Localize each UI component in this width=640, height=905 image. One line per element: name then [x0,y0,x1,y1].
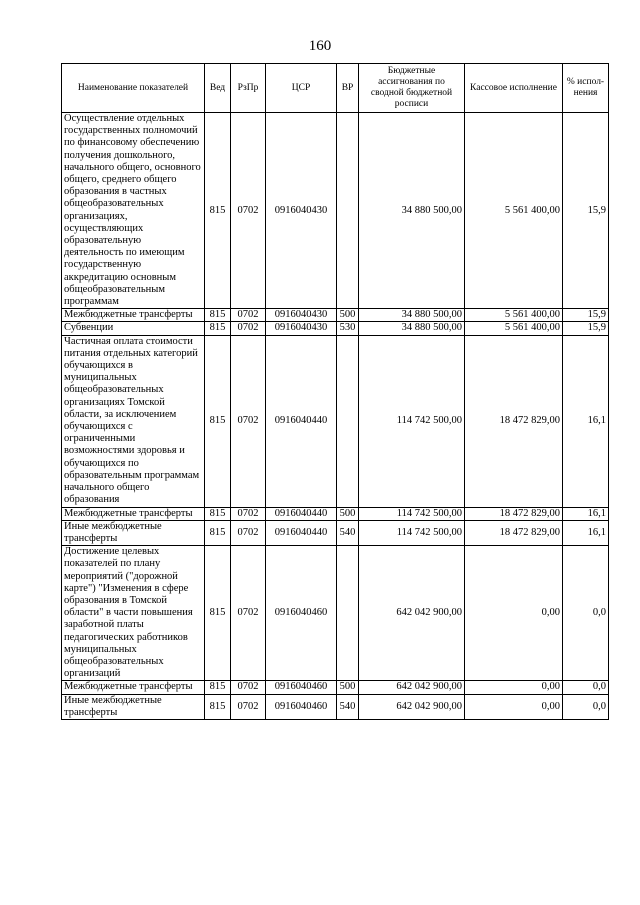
header-budget: Бюджетные ассигнования по сводной бюджетной росписи [359,64,465,113]
row-csr: 0916040430 [266,309,337,322]
row-percent: 0,0 [563,681,609,694]
row-vr: 500 [337,507,359,520]
row-rzpr: 0702 [231,309,266,322]
row-ved: 815 [205,309,231,322]
row-percent: 16,1 [563,520,609,545]
row-name: Осуществление отдельных государственных полномочий по финансовому обеспечению получения дошкольного, начального общего, основного общего, среднего общего образования в частных общеобразовательных организациях, осуществляющих образовательную деятельность по имеющим государственную аккредитацию основным общеобразовательным программам [62,113,205,309]
header-rzpr: РзПр [231,64,266,113]
row-percent: 16,1 [563,507,609,520]
row-name: Частичная оплата стоимости питания отдельных категорий обучающихся в муниципальных общеобразовательных организациях Томской области, за исключением обучающихся с ограниченными возможностями здоровья и обучающихся по образовательным программам начального общего образования [62,335,205,507]
row-ved: 815 [205,546,231,681]
row-rzpr: 0702 [231,546,266,681]
row-cash: 18 472 829,00 [465,507,563,520]
row-csr: 0916040460 [266,694,337,719]
table-row [62,681,609,694]
row-percent: 15,9 [563,322,609,335]
row-vr: 530 [337,322,359,335]
row-rzpr: 0702 [231,520,266,545]
row-name: Субвенции [62,322,205,335]
row-vr: 500 [337,681,359,694]
row-budget: 34 880 500,00 [359,322,465,335]
row-csr: 0916040460 [266,681,337,694]
header-vr: ВР [337,64,359,113]
row-ved: 815 [205,681,231,694]
header-name: Наименование показателей [62,64,205,113]
row-csr: 0916040440 [266,520,337,545]
row-ved: 815 [205,113,231,309]
row-csr: 0916040440 [266,507,337,520]
row-csr: 0916040430 [266,113,337,309]
row-cash: 5 561 400,00 [465,322,563,335]
table-header-row [62,64,609,113]
row-cash: 0,00 [465,546,563,681]
row-percent: 15,9 [563,113,609,309]
row-vr: 500 [337,309,359,322]
row-rzpr: 0702 [231,694,266,719]
table-row [62,520,609,545]
row-name: Межбюджетные трансферты [62,309,205,322]
row-csr: 0916040430 [266,322,337,335]
row-name: Достижение целевых показателей по плану мероприятий ("дорожной карте") "Изменения в сфере образования в Томской области" в части повышения заработной платы педагогических работников муниципальных общеобразовательных организаций [62,546,205,681]
table-row [62,507,609,520]
row-budget: 642 042 900,00 [359,681,465,694]
row-vr [337,335,359,507]
row-cash: 0,00 [465,681,563,694]
header-cash: Кассовое исполнение [465,64,563,113]
table-row [62,113,609,309]
row-budget: 642 042 900,00 [359,694,465,719]
row-budget: 34 880 500,00 [359,113,465,309]
header-percent: % испол-нения [563,64,609,113]
row-name: Межбюджетные трансферты [62,681,205,694]
row-rzpr: 0702 [231,335,266,507]
row-ved: 815 [205,335,231,507]
row-name: Иные межбюджетные трансферты [62,694,205,719]
page-number: 160 [308,38,332,54]
table-row [62,694,609,719]
row-percent: 0,0 [563,546,609,681]
header-ved: Вед [205,64,231,113]
row-name: Межбюджетные трансферты [62,507,205,520]
table-row [62,322,609,335]
row-ved: 815 [205,520,231,545]
row-budget: 642 042 900,00 [359,546,465,681]
row-budget: 114 742 500,00 [359,335,465,507]
row-rzpr: 0702 [231,322,266,335]
row-vr: 540 [337,694,359,719]
table-row [62,335,609,507]
row-cash: 5 561 400,00 [465,309,563,322]
row-cash: 18 472 829,00 [465,335,563,507]
header-csr: ЦСР [266,64,337,113]
row-vr [337,546,359,681]
row-ved: 815 [205,694,231,719]
row-csr: 0916040460 [266,546,337,681]
row-name: Иные межбюджетные трансферты [62,520,205,545]
row-cash: 0,00 [465,694,563,719]
row-budget: 114 742 500,00 [359,507,465,520]
row-cash: 18 472 829,00 [465,520,563,545]
budget-execution-table [61,63,609,720]
row-ved: 815 [205,322,231,335]
row-percent: 0,0 [563,694,609,719]
row-rzpr: 0702 [231,507,266,520]
row-percent: 15,9 [563,309,609,322]
row-csr: 0916040440 [266,335,337,507]
row-budget: 114 742 500,00 [359,520,465,545]
row-percent: 16,1 [563,335,609,507]
row-budget: 34 880 500,00 [359,309,465,322]
row-vr [337,113,359,309]
row-rzpr: 0702 [231,681,266,694]
row-rzpr: 0702 [231,113,266,309]
row-ved: 815 [205,507,231,520]
table-row [62,546,609,681]
row-cash: 5 561 400,00 [465,113,563,309]
row-vr: 540 [337,520,359,545]
table-row [62,309,609,322]
